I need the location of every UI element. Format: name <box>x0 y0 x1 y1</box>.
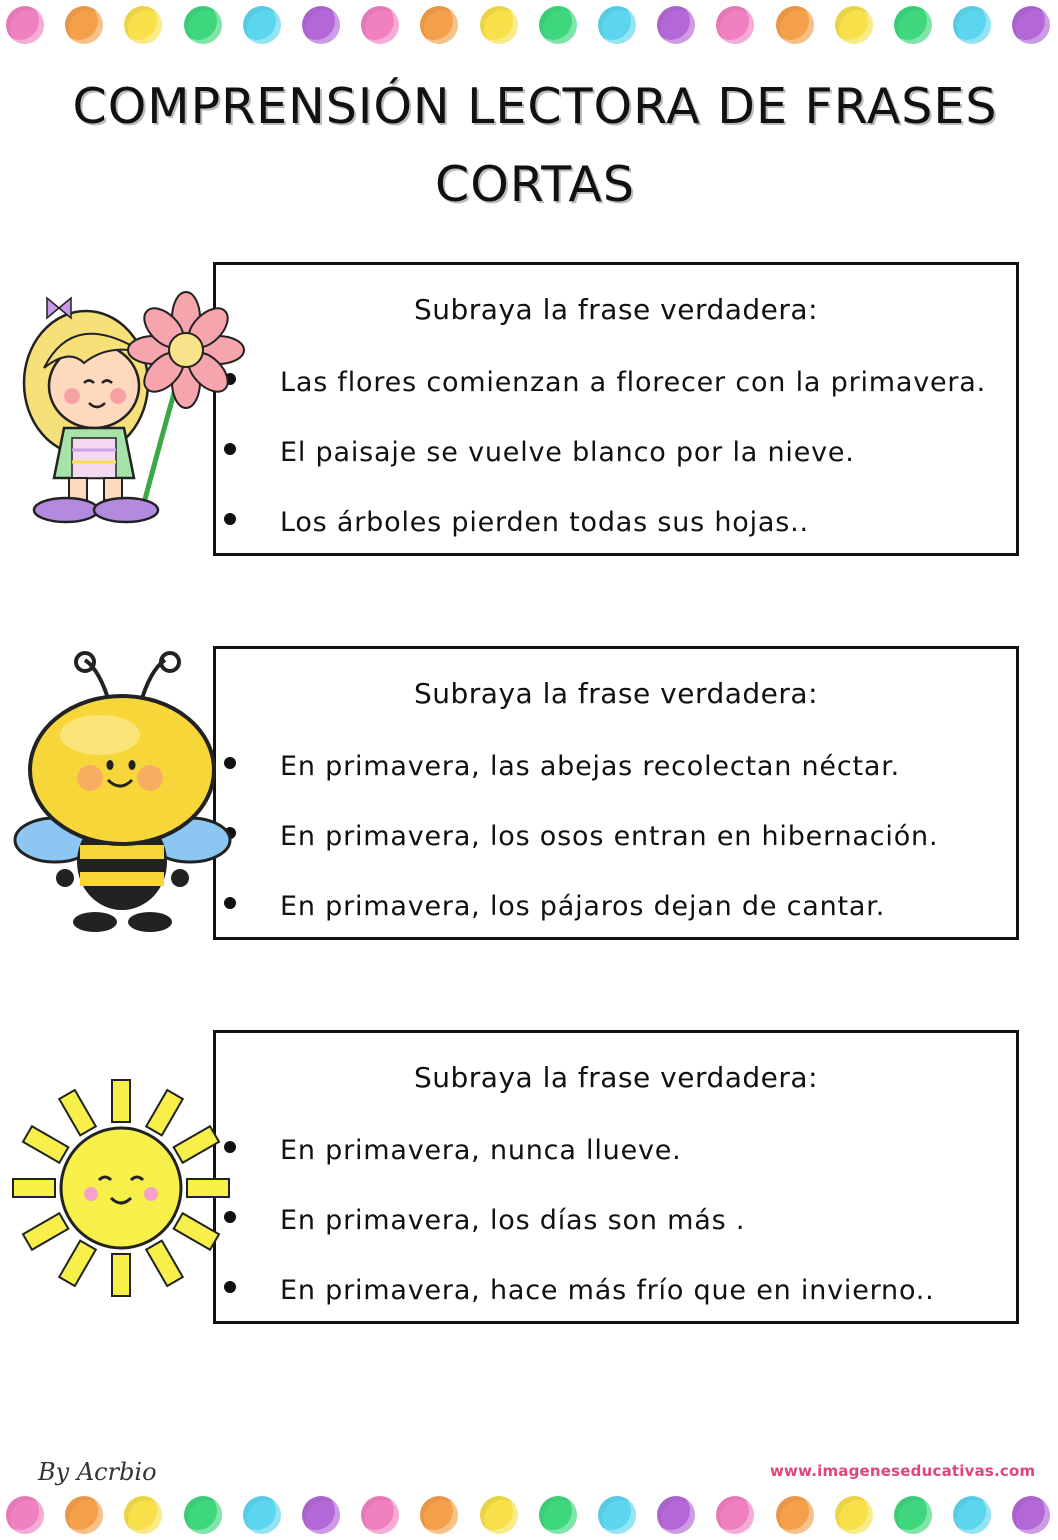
decorative-dot <box>480 1496 518 1534</box>
question-card-3 <box>213 1030 1019 1324</box>
option-3-3[interactable] <box>224 1275 1014 1315</box>
card-instruction: Subraya la frase verdadera: <box>413 1061 819 1094</box>
option-text: En primavera, los osos entran en hibernación. <box>280 821 939 852</box>
title-line-2: CORTAS <box>434 156 635 213</box>
decorative-dot <box>894 1496 932 1534</box>
decorative-dot <box>716 6 754 44</box>
decorative-dot <box>361 1496 399 1534</box>
decorative-dot <box>65 1496 103 1534</box>
option-text: Los árboles pierden todas sus hojas.. <box>280 507 809 538</box>
decorative-dot <box>6 1496 44 1534</box>
decorative-dot <box>184 1496 222 1534</box>
decorative-dot <box>6 6 44 44</box>
decorative-dot <box>835 1496 873 1534</box>
option-text: En primavera, las abejas recolectan néctar. <box>280 751 901 782</box>
decorative-dot <box>1012 1496 1050 1534</box>
bottom-dot-border <box>0 1490 1058 1540</box>
decorative-dot <box>657 6 695 44</box>
decorative-dot <box>539 1496 577 1534</box>
author-signature: By Acrbio <box>38 1458 157 1486</box>
option-text: Las flores comienzan a florecer con la primavera. <box>280 367 987 398</box>
decorative-dot <box>776 1496 814 1534</box>
website-link[interactable]: www.imageneseducativas.com <box>770 1462 1036 1480</box>
decorative-dot <box>302 6 340 44</box>
question-card-2 <box>213 646 1019 940</box>
decorative-dot <box>124 1496 162 1534</box>
decorative-dot <box>598 6 636 44</box>
bee-illustration <box>10 640 235 940</box>
decorative-dot <box>953 1496 991 1534</box>
option-3-1[interactable] <box>224 1135 1014 1175</box>
decorative-dot <box>716 1496 754 1534</box>
decorative-dot <box>657 1496 695 1534</box>
question-card-1 <box>213 262 1019 556</box>
decorative-dot <box>776 6 814 44</box>
option-text: En primavera, los pájaros dejan de cantar. <box>280 891 886 922</box>
option-text: En primavera, los días son más . <box>280 1205 746 1236</box>
option-text: En primavera, nunca llueve. <box>280 1135 682 1166</box>
option-2-3[interactable] <box>224 891 1014 931</box>
title-line-1: COMPRENSIÓN LECTORA DE FRASES <box>72 78 998 135</box>
decorative-dot <box>124 6 162 44</box>
decorative-dot <box>1012 6 1050 44</box>
decorative-dot <box>835 6 873 44</box>
decorative-dot <box>894 6 932 44</box>
card-instruction: Subraya la frase verdadera: <box>413 677 819 710</box>
top-dot-border <box>0 0 1058 50</box>
decorative-dot <box>243 1496 281 1534</box>
option-3-2[interactable] <box>224 1205 1014 1245</box>
option-1-1[interactable] <box>224 367 1014 407</box>
decorative-dot <box>243 6 281 44</box>
decorative-dot <box>361 6 399 44</box>
decorative-dot <box>65 6 103 44</box>
card-instruction: Subraya la frase verdadera: <box>413 293 819 326</box>
option-text: El paisaje se vuelve blanco por la nieve. <box>280 437 855 468</box>
option-2-1[interactable] <box>224 751 1014 791</box>
option-1-3[interactable] <box>224 507 1014 547</box>
option-text: En primavera, hace más frío que en invierno.. <box>280 1275 935 1306</box>
decorative-dot <box>539 6 577 44</box>
page-title <box>60 68 1010 224</box>
option-2-2[interactable] <box>224 821 1014 861</box>
decorative-dot <box>598 1496 636 1534</box>
decorative-dot <box>480 6 518 44</box>
sun-illustration <box>6 1078 236 1300</box>
option-1-2[interactable] <box>224 437 1014 477</box>
decorative-dot <box>184 6 222 44</box>
decorative-dot <box>953 6 991 44</box>
decorative-dot <box>420 1496 458 1534</box>
decorative-dot <box>302 1496 340 1534</box>
girl-with-flower-illustration <box>14 288 264 533</box>
decorative-dot <box>420 6 458 44</box>
